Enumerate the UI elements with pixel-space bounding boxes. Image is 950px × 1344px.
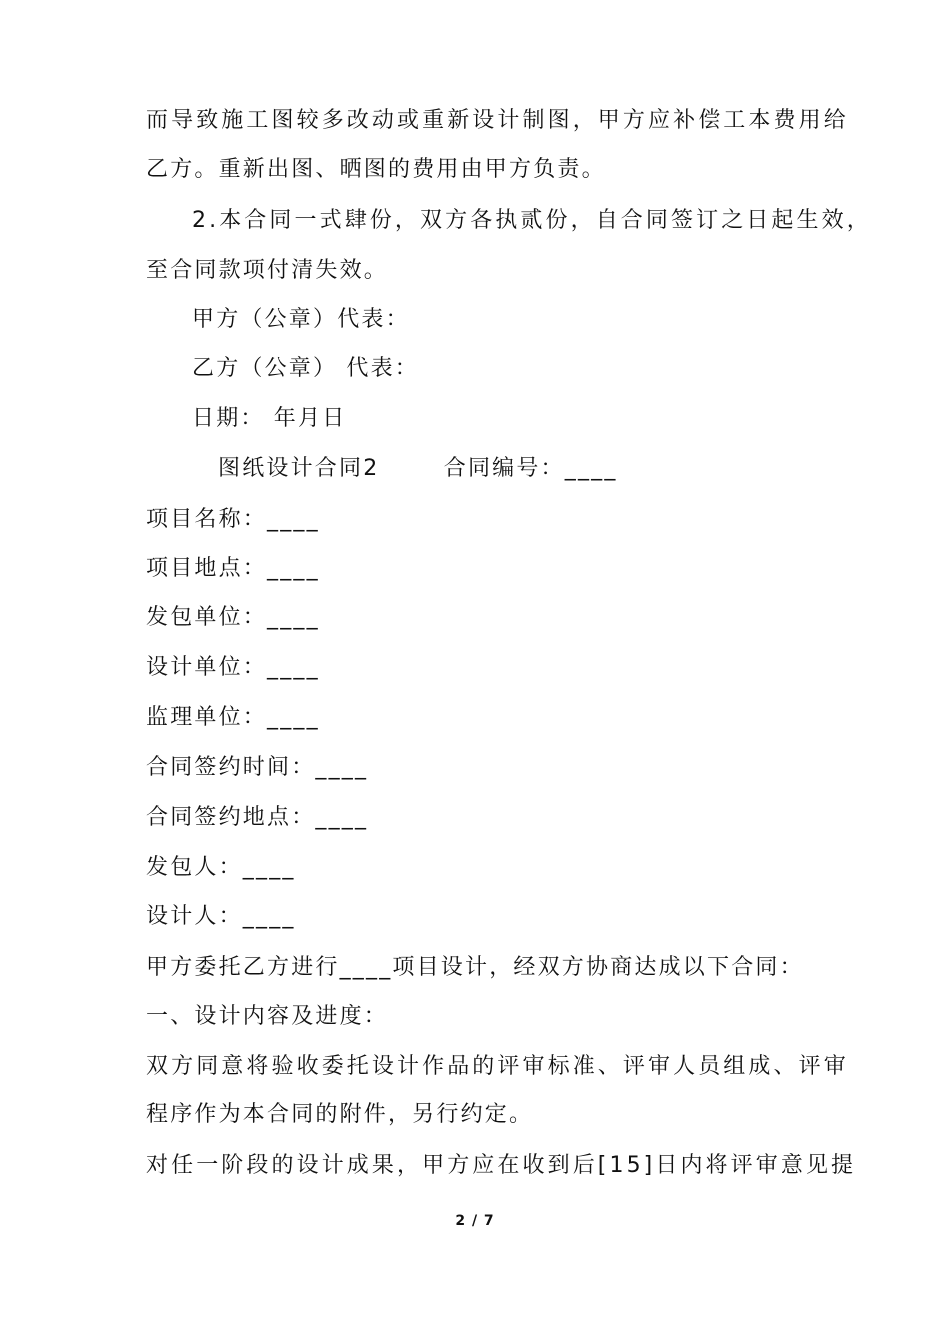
paragraph-line: 至合同款项付清失效。 (146, 258, 389, 283)
page-number: 2 / 7 (455, 1213, 495, 1229)
field-signing-place: 合同签约地点：____ (146, 805, 369, 830)
contract-heading: 图纸设计合同2 合同编号：____ (218, 456, 618, 481)
field-project-location: 项目地点：____ (146, 556, 320, 581)
field-signing-time: 合同签约时间：____ (146, 755, 369, 780)
field-design-unit: 设计单位：____ (146, 655, 320, 680)
paragraph-line: 而导致施工图较多改动或重新设计制图，甲方应补偿工本费用给 (146, 108, 849, 133)
field-contractor: 发包人：____ (146, 855, 296, 880)
party-b-signature-line: 乙方（公章） 代表： (192, 356, 419, 381)
section-heading: 一、设计内容及进度： (146, 1004, 389, 1029)
paragraph-line: 双方同意将验收委托设计作品的评审标准、评审人员组成、评审 (146, 1054, 849, 1079)
paragraph-line: 2.本合同一式肆份，双方各执贰份，自合同签订之日起生效， (192, 208, 872, 233)
field-designer: 设计人：____ (146, 904, 296, 929)
date-line: 日期： 年月日 (192, 406, 347, 431)
paragraph-line: 甲方委托乙方进行____项目设计，经双方协商达成以下合同： (146, 955, 804, 980)
field-contracting-unit: 发包单位：____ (146, 605, 320, 630)
field-supervision-unit: 监理单位：____ (146, 705, 320, 730)
party-a-signature-line: 甲方（公章）代表： (192, 307, 410, 332)
field-project-name: 项目名称：____ (146, 507, 320, 532)
paragraph-line: 对任一阶段的设计成果，甲方应在收到后[15]日内将评审意见提 (146, 1153, 857, 1178)
paragraph-line: 程序作为本合同的附件，另行约定。 (146, 1102, 534, 1127)
paragraph-line: 乙方。重新出图、晒图的费用由甲方负责。 (146, 157, 606, 182)
